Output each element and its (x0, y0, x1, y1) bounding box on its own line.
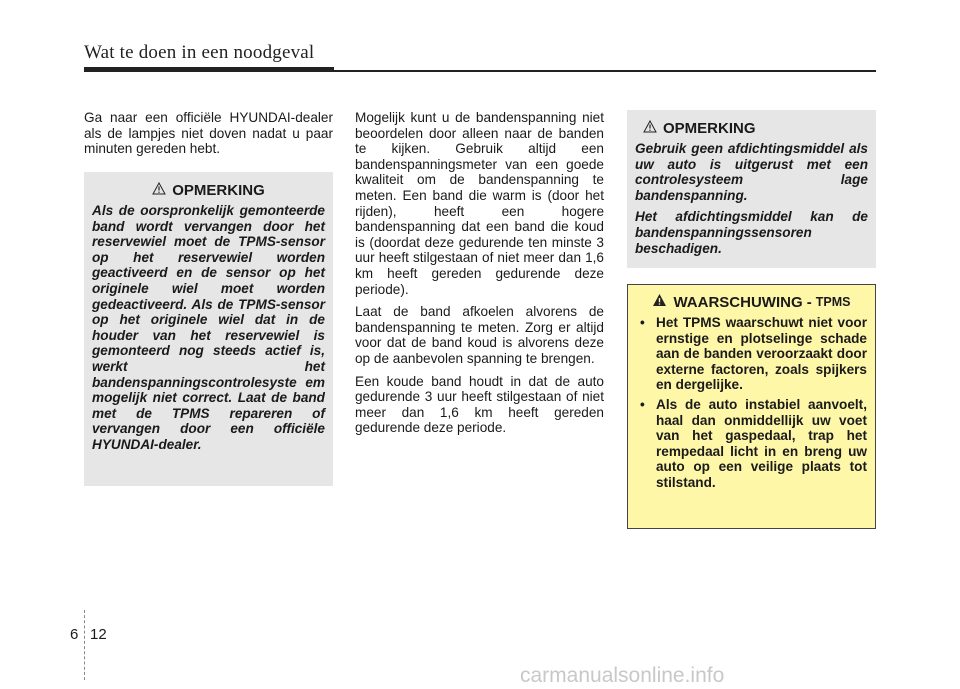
note-heading-label: OPMERKING (663, 120, 756, 137)
warning-item: • Als de auto instabiel aanvoelt, haal dan onmiddellijk uw voet van het gaspedaal, trap het rempedaal licht in en breng uw auto op een veilige plaats tot stilstand. (636, 397, 867, 491)
warning-heading (636, 293, 867, 311)
note-text: Als de oorspronkelijk gemonteerde band wordt vervangen door het reservewiel moet de TPMS-sensor op het reservewiel worden geactiveerd en de sensor op het originele wiel moet worden gedeactiveerd. Als de TPMS-sensor op het originele wiel dat in de houder van het reservewiel is gemonteerd nog steeds actief is, werkt het bandenspanningscontrolesyste em mogelijk niet correct. Laat de band met de TPMS repareren of vervangen door een officiële HYUNDAI-dealer. (92, 203, 325, 452)
paragraph-cool-down: Laat de band afkoelen alvorens de bandenspanning te meten. Zorg er altijd voor dat de band koud is alvorens deze op de aanbevolen spanning te brengen. (355, 304, 604, 366)
note-text-sealant: Gebruik geen afdichtingsmiddel als uw auto is uitgerust met een controlesysteem lage bandenspanning. (635, 141, 868, 203)
caution-triangle-outline-icon (152, 182, 166, 199)
section-title: Wat te doen in een noodgeval (84, 42, 315, 63)
watermark: carmanualsonline.info (520, 664, 725, 687)
column-middle (355, 110, 604, 443)
paragraph-tyre-pressure: Mogelijk kunt u de bandenspanning niet beoordelen door alleen naar de banden te kijken. Gebruik altijd een bandenspanningsmeter van een goede kwaliteit om de bandenspanning te meten. Een band die warm is (door het rijden), heeft een hogere bandenspanning dat een band die koud is (doordat deze gedurende ten minste 3 uur heeft stilgestaan of niet meer dan 1,6 km heeft gereden gedurende deze periode). (355, 110, 604, 297)
note-heading (92, 182, 325, 199)
warning-item: • Het TPMS waarschuwt niet voor ernstige en plotselinge schade aan de banden veroorzaakt door externe factoren, zoals spijkers en dergelijke. (636, 315, 867, 393)
note-box-tpms-sensor (84, 172, 333, 486)
warning-subheading: TPMS (815, 295, 851, 309)
note-heading (635, 120, 868, 137)
note-text-sensor-damage: Het afdichtingsmiddel kan de bandenspanningssensoren beschadigen. (635, 209, 868, 256)
warning-list (636, 315, 867, 491)
warning-box-tpms (627, 284, 876, 529)
chapter-number: 6 (70, 626, 79, 643)
column-left (84, 110, 333, 157)
note-heading-label: OPMERKING (172, 182, 265, 199)
paragraph-cold-tyre: Een koude band houdt in dat de auto gedurende 3 uur heeft stilgestaan of niet meer dan 1,6 km heeft gereden gedurende deze periode. (355, 373, 604, 436)
page-number: 12 (90, 626, 107, 643)
header-rule (84, 70, 876, 72)
footer-divider (84, 610, 85, 680)
caution-triangle-outline-icon (643, 120, 657, 137)
warning-heading-label: WAARSCHUWING - (673, 293, 812, 311)
note-box-sealant (627, 110, 876, 268)
warning-triangle-filled-icon (652, 293, 667, 311)
intro-paragraph: Ga naar een officiële HYUNDAI-dealer als de lampjes niet doven nadat u paar minuten gereden hebt. (84, 110, 333, 157)
